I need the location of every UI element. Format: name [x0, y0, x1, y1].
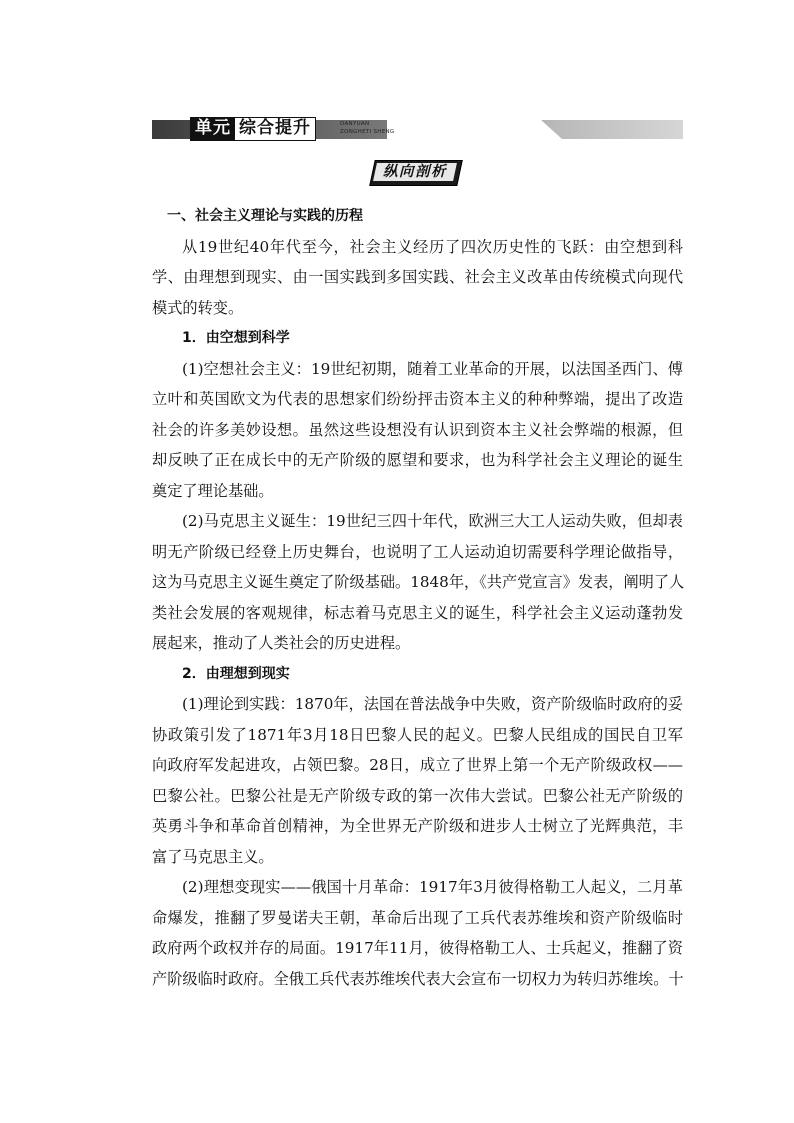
banner-white-panel: [387, 120, 562, 139]
section-heading: 一、社会主义理论与实践的历程: [167, 208, 363, 224]
subsection-heading: 2．由理想到现实: [182, 665, 290, 682]
text-line: 政府两个政权并存的局面。1917年11月，彼得格勒工人、士兵起义，推翻了资: [152, 939, 683, 957]
section-tag-label: 纵向剖析: [383, 164, 447, 180]
text-line: 从19世纪40年代至今，社会主义经历了四次历史性的飞跃：由空想到科: [182, 237, 683, 256]
banner-pinyin-line1: DANYUAN: [340, 121, 370, 127]
text-line: (2)理想变现实——俄国十月革命：1917年3月彼得格勒工人起义，二月革: [182, 878, 683, 896]
document-body: [152, 201, 683, 994]
text-line: 产阶级临时政府。全俄工兵代表苏维埃代表大会宣布一切权力为转归苏维埃。十: [152, 969, 684, 988]
banner-title-sub: 综合提升: [235, 118, 315, 140]
text-line: 社会的许多美妙设想。虽然这些设想没有认识到资本主义社会弊端的根源，但: [152, 420, 683, 439]
text-line: 立叶和英国欧文为代表的思想家们纷纷抨击资本主义的种种弊端，提出了改造: [152, 390, 683, 408]
text-line: 明无产阶级已经登上历史舞台，也说明了工人运动迫切需要科学理论做指导，: [152, 542, 683, 561]
text-line: 英勇斗争和革命首创精神，为全世界无产阶级和进步人士树立了光辉典范，丰: [152, 817, 683, 835]
banner-title-main: 单元: [191, 118, 235, 140]
text-line: 却反映了正在成长中的无产阶级的愿望和要求，也为科学社会主义理论的诞生: [152, 451, 683, 469]
unit-banner: [152, 117, 683, 141]
banner-pinyin-line2: ZONGHETI SHENG: [340, 129, 395, 135]
text-line: 奠定了理论基础。: [152, 481, 274, 500]
text-line: 模式的转变。: [152, 298, 244, 317]
text-line: (1)空想社会主义：19世纪初期，随着工业革命的开展，以法国圣西门、傅: [182, 359, 683, 378]
text-line: 向政府军发起进攻，占领巴黎。28日，成立了世界上第一个无产阶级政权——: [152, 756, 683, 774]
subsection-heading: 1．由空想到科学: [182, 330, 290, 346]
text-line: 巴黎公社。巴黎公社是无产阶级专政的第一次伟大尝试。巴黎公社无产阶级的: [152, 786, 683, 805]
text-line: 这为马克思主义诞生奠定了阶级基础。1848年，《共产党宣言》发表，阐明了人: [152, 573, 685, 591]
text-line: (2)马克思主义诞生：19世纪三四十年代，欧洲三大工人运动失败，但却表: [182, 512, 683, 530]
text-line: (1)理论到实践：1870年，法国在普法战争中失败，资产阶级临时政府的妥: [182, 695, 683, 713]
text-line: 富了马克思主义。: [152, 847, 274, 866]
text-line: 展起来，推动了人类社会的历史进程。: [152, 634, 411, 652]
banner-title-box: [190, 117, 316, 141]
banner-pinyin: [340, 120, 395, 136]
text-line: 命爆发，推翻了罗曼诺夫王朝，革命后出现了工兵代表苏维埃和资产阶级临时: [152, 908, 683, 927]
text-line: 学、由理想到现实、由一国实践到多国实践、社会主义改革由传统模式向现代: [152, 268, 683, 286]
text-line: 协政策引发了1871年3月18日巴黎人民的起义。巴黎人民组成的国民自卫军: [152, 725, 683, 744]
section-tag: [368, 160, 458, 184]
text-line: 类社会发展的客观规律，标志着马克思主义的诞生，科学社会主义运动蓬勃发: [152, 603, 683, 622]
